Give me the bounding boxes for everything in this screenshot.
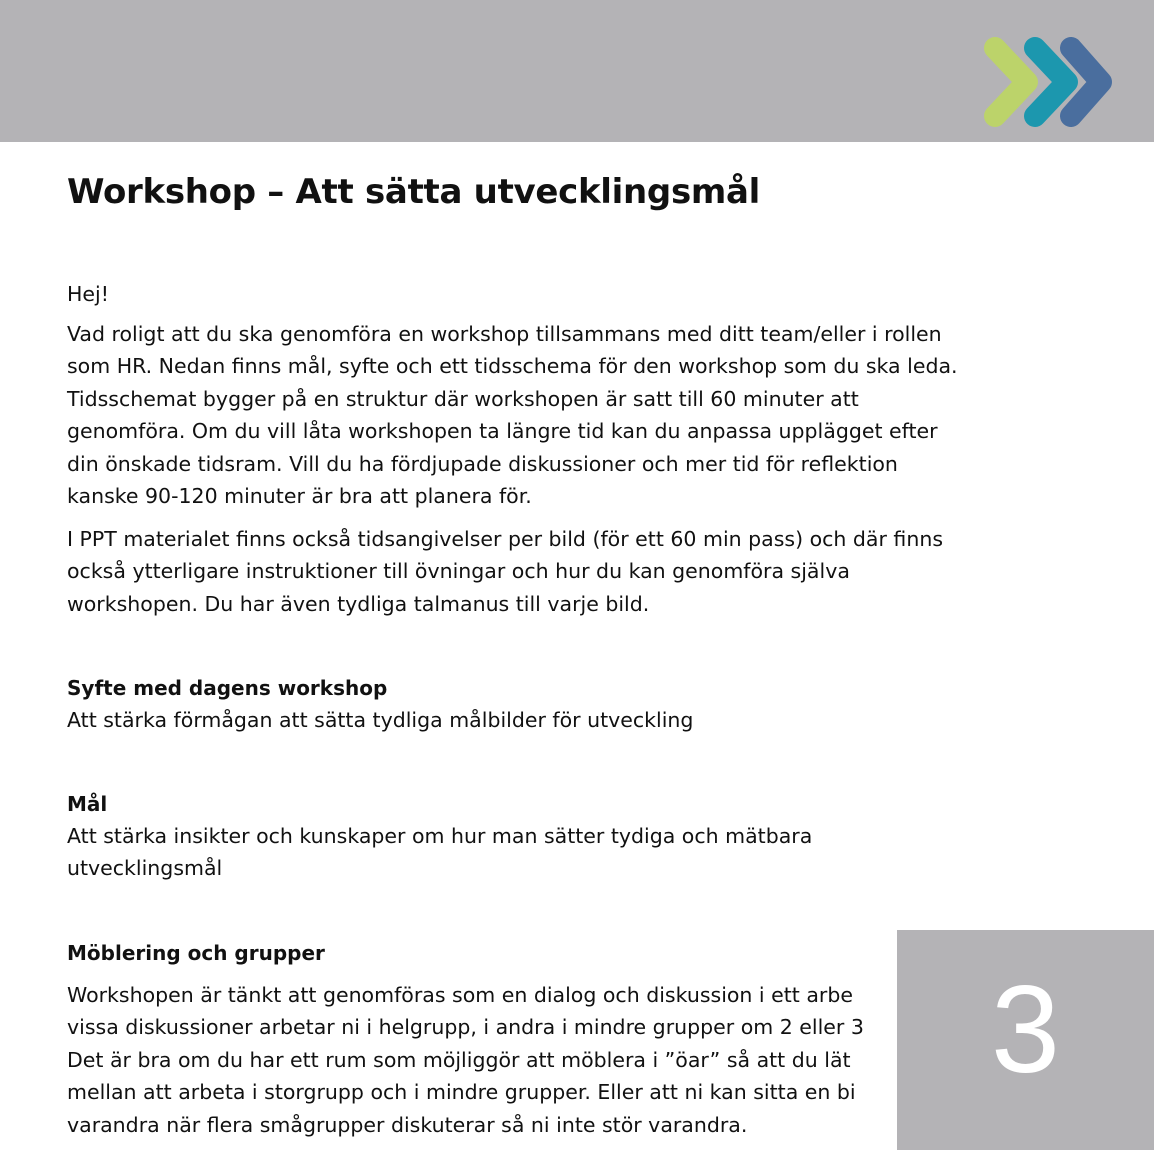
furnishing-text: Workshopen är tänkt att genomföras som en dialog och diskussion i ett arbe vissa diskussioner arbetar ni i helgrupp, i andra i mindre grupper om 2 eller 3 Det är bra om du har ett rum som möjliggör att möblera i ”öar” så att du lät mellan att arbeta i storgrupp och i mindre grupper. Eller att ni kan sitta en bi varandra när flera smågrupper diskuterar så ni inte stör varandra. bbox=[67, 983, 864, 1137]
furnishing-heading: Möblering och grupper bbox=[67, 941, 325, 965]
triple-chevron-logo-icon bbox=[975, 34, 1115, 130]
intro-paragraph: Vad roligt att du ska genomföra en workshop tillsammans med ditt team/eller i rollen som HR. Nedan finns mål, syfte och ett tidsschema för den workshop som du ska leda. Tidsschemat bygger på en struktur där workshopen är satt till 60 minuter att genomföra. Om du vill låta workshopen ta längre tid kan du anpassa upplägget efter din önskade tidsram. Vill du ha fördjupade diskussioner och mer tid för reflektion kanske 90-120 minuter är bra att planera för. bbox=[67, 322, 958, 509]
purpose-heading: Syfte med dagens workshop bbox=[67, 676, 388, 700]
purpose-text: Att stärka förmågan att sätta tydliga målbilder för utveckling bbox=[67, 708, 694, 732]
page-number: 3 bbox=[991, 961, 1060, 1099]
header-band bbox=[0, 0, 1154, 142]
greeting: Hej! bbox=[67, 282, 109, 306]
ppt-paragraph: I PPT materialet finns också tidsangivelser per bild (för ett 60 min pass) och där finns också ytterligare instruktioner till övningar och hur du kan genomföra själva workshopen. Du har även tydliga talmanus till varje bild. bbox=[67, 527, 944, 616]
goal-heading: Mål bbox=[67, 792, 108, 816]
page-title: Workshop – Att sätta utvecklingsmål bbox=[67, 172, 761, 212]
goal-text: Att stärka insikter och kunskaper om hur man sätter tydiga och mätbara utvecklingsmål bbox=[67, 824, 813, 881]
page-number-box bbox=[897, 930, 1154, 1150]
